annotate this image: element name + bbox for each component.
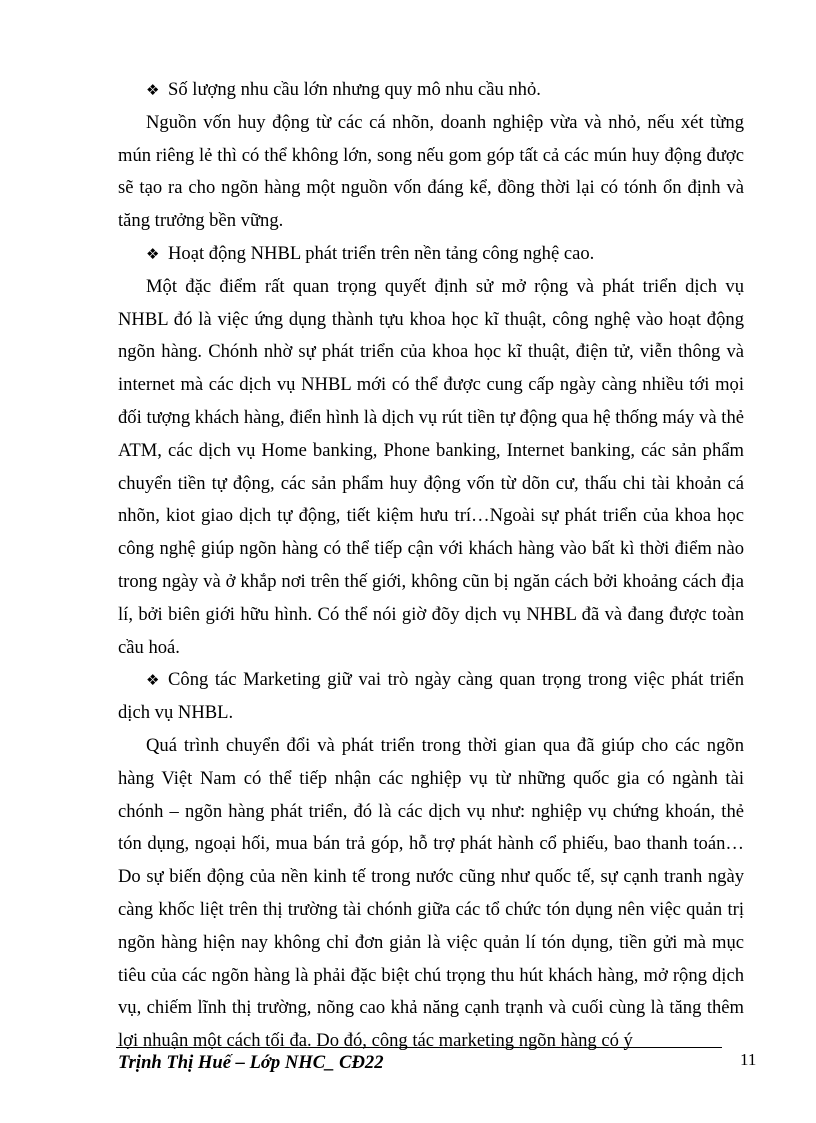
page-number: 11 [740,1050,757,1069]
bullet-text: Công tác Marketing giữ vai trò ngày càng quan trọng trong việc phát triển dịch vụ NHBL. [118,669,744,724]
bullet-item [118,74,744,107]
diamond-bullet-icon: ❖ [146,81,160,99]
body-paragraph: Nguồn vốn huy động từ các cá nhõn, doanh nghiệp vừa và nhỏ, nếu xét từng mún riêng lẻ thì có thể không lớn, song nếu gom góp tất cả các mún huy động được sẽ tạo ra cho ngõn hàng một nguồn vốn đáng kể, đồng thời lại có tónh ổn định và tăng trưởng bền vững. [118,111,744,232]
bullet-text: Số lượng nhu cầu lớn nhưng quy mô nhu cầu nhỏ. [168,79,541,100]
footer-divider [116,1047,722,1048]
footer-author: Trịnh Thị Huế – Lớp NHC_ CĐ22 [118,1052,384,1073]
bullet-text: Hoạt động NHBL phát triển trên nền tảng công nghệ cao. [168,242,595,264]
diamond-bullet-icon: ❖ [146,671,160,690]
bullet-item [118,238,744,271]
body-paragraph: Một đặc điểm rất quan trọng quyết định sử mở rộng và phát triển dịch vụ NHBL đó là việc ứng dụng thành tựu khoa học kĩ thuật, công nghệ vào hoạt động ngõn hàng. Chónh nhờ sự phát triển của khoa học kĩ thuật, điện tử, viễn thông và internet mà các dịch vụ NHBL mới có thể được cung cấp ngày càng nhiều tới mọi đối tượng khách hàng, điển hình là dịch vụ rút tiền tự động qua hệ thống máy và thẻ ATM, các dịch vụ Home banking, Phone banking, Internet banking, các sản phẩm chuyển tiền tự động, các sản phẩm huy động vốn từ dõn cư, thấu chi tài khoản cá nhõn, kiot giao dịch tự động, tiết kiệm hưu trí…Ngoài sự phát triển của khoa học công nghệ giúp ngõn hàng có thể tiếp cận với khách hàng vào bất kì thời điểm nào trong ngày và ở khắp nơi trên thế giới, không cũn bị ngăn cách bởi khoảng cách địa lí, bởi biên giới hữu hình. Có thể nói giờ đõy dịch vụ NHBL đã và đang được toàn cầu hoá. [118,275,744,658]
diamond-bullet-icon: ❖ [146,244,160,263]
bullet-item [118,664,744,730]
body-paragraph: Quá trình chuyển đổi và phát triển trong thời gian qua đã giúp cho các ngõn hàng Việt Nam có thể tiếp nhận các nghiệp vụ từ những quốc gia có ngành tài chónh – ngõn hàng phát triển, đó là các dịch vụ như: nghiệp vụ chứng khoán, thẻ tón dụng, ngoại hối, mua bán trả góp, hỗ trợ phát hành cổ phiếu, bao thanh toán…Do sự biến động của nền kinh tế trong nước cũng như quốc tế, sự cạnh tranh ngày càng khốc liệt trên thị trường tài chónh giữa các tổ chức tón dụng nên việc quản trị ngõn hàng hiện nay không chỉ đơn giản là việc quản lí tón dụng, tiền gửi mà mục tiêu của các ngõn hàng là phải đặc biệt chú trọng thu hút khách hàng, mở rộng dịch vụ, chiếm lĩnh thị trường, nõng cao khả năng cạnh trạnh và cuối cùng là tăng thêm lợi nhuận một cách tối đa. Do đó, công tác marketing ngõn hàng có ý [118,734,744,1052]
page-body [118,74,744,1058]
